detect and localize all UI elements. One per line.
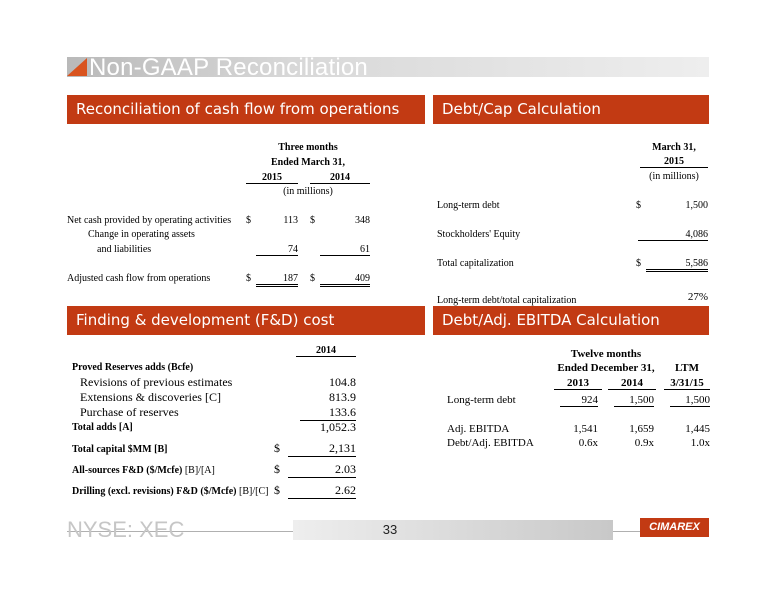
debtcap-value: 4,086	[638, 229, 708, 241]
fd-row-label: Total adds [A]	[72, 422, 133, 433]
fd-value: 104.8	[329, 375, 356, 389]
cashflow-value: 74	[256, 244, 298, 256]
ebitda-value: 0.9x	[634, 437, 654, 449]
cashflow-col-header-1: Three months	[278, 142, 338, 153]
cimarex-logo: CIMAREX	[640, 518, 709, 537]
ebitda-header-1: Twelve months	[570, 348, 642, 360]
cashflow-row-label: Change in operating assets	[88, 229, 195, 240]
ebitda-value: 1,500	[614, 394, 654, 407]
fd-year: 2014	[296, 345, 356, 357]
fd-value: 2.62	[288, 483, 356, 499]
ebitda-row-label: Long-term debt	[447, 394, 516, 406]
fd-row-label-main: All-sources F&D ($/Mcfe)	[72, 465, 183, 476]
debtcap-col-header-2: 2015	[640, 156, 708, 168]
page-number: 33	[382, 522, 398, 537]
fd-dollar: $	[274, 462, 280, 476]
cashflow-row-label: Adjusted cash flow from operations	[67, 273, 211, 284]
cashflow-value: 113	[283, 215, 298, 226]
cashflow-dollar: $	[246, 215, 251, 226]
ebitda-col-header: 2014	[608, 377, 656, 390]
fd-row-label	[72, 486, 268, 497]
fd-value: 1,052.3	[320, 420, 356, 434]
cashflow-value: 61	[320, 244, 370, 256]
ebitda-header-2: Ended December 31,	[557, 362, 655, 374]
cashflow-dollar: $	[310, 273, 315, 284]
cashflow-units: (in millions)	[283, 186, 333, 197]
debtcap-value: 5,586	[646, 258, 708, 272]
fd-row-label: Purchase of reserves	[80, 405, 179, 419]
debtcap-value: 27%	[687, 291, 708, 303]
fd-section-header: Finding & development (F&D) cost	[67, 306, 425, 335]
cashflow-year-2015: 2015	[246, 172, 298, 184]
fd-row-label-suffix: [B]/[A]	[182, 465, 215, 476]
debtcap-value: 1,500	[685, 200, 708, 211]
debtcap-dollar: $	[636, 258, 641, 269]
fd-row-label: Extensions & discoveries [C]	[80, 390, 221, 404]
ebitda-row-label: Debt/Adj. EBITDA	[447, 437, 534, 449]
page-number-bar	[293, 520, 613, 540]
fd-value: 2,131	[288, 441, 356, 457]
cashflow-section-header: Reconciliation of cash flow from operations	[67, 95, 425, 124]
cashflow-dollar: $	[310, 215, 315, 226]
fd-row-label: Revisions of previous estimates	[80, 375, 233, 389]
debtcap-row-label: Long-term debt/total capitalization	[437, 295, 577, 306]
ebitda-value: 1,500	[670, 394, 710, 407]
ebitda-value: 1.0x	[690, 437, 710, 449]
fd-row-label-main: Drilling (excl. revisions) F&D ($/Mcfe)	[72, 486, 237, 497]
ebitda-col-header: 3/31/15	[664, 377, 710, 390]
debtcap-dollar: $	[636, 200, 641, 211]
debtcap-units: (in millions)	[649, 171, 699, 182]
ticker-label: NYSE: XEC	[67, 517, 185, 542]
fd-value: 133.6	[300, 405, 356, 421]
ebitda-row-label: Adj. EBITDA	[447, 423, 510, 435]
debtcap-row-label: Stockholders' Equity	[437, 229, 521, 240]
title-accent-triangle	[67, 58, 87, 76]
ebitda-value: 924	[560, 394, 598, 407]
debtcap-col-header-1: March 31,	[652, 142, 696, 153]
fd-value: 2.03	[288, 462, 356, 478]
fd-dollar: $	[274, 441, 280, 455]
debtcap-row-label: Long-term debt	[437, 200, 500, 211]
fd-section-label: Proved Reserves adds (Bcfe)	[72, 362, 194, 373]
fd-value: 813.9	[329, 390, 356, 404]
fd-row-label-suffix: [B]/[C]	[236, 486, 269, 497]
ebitda-col-header: 2013	[554, 377, 602, 390]
cashflow-row-label: Net cash provided by operating activities	[67, 215, 232, 226]
cashflow-value: 348	[355, 215, 370, 226]
cashflow-value: 187	[256, 273, 298, 287]
ebitda-ltm-label: LTM	[674, 362, 700, 374]
fd-dollar: $	[274, 483, 280, 497]
fd-row-label: Total capital $MM [B]	[72, 444, 168, 455]
ebitda-value: 1,659	[629, 423, 654, 435]
cashflow-row-label: and liabilities	[97, 244, 152, 255]
ebitda-value: 1,541	[573, 423, 598, 435]
cashflow-col-header-2: Ended March 31,	[271, 157, 345, 168]
slide-title: Non-GAAP Reconciliation	[89, 54, 368, 81]
debtcap-section-header: Debt/Cap Calculation	[433, 95, 709, 124]
debtcap-row-label: Total capitalization	[437, 258, 514, 269]
cashflow-year-2014: 2014	[310, 172, 370, 184]
ebitda-value: 1,445	[685, 423, 710, 435]
ebitda-section-header: Debt/Adj. EBITDA Calculation	[433, 306, 709, 335]
fd-row-label	[72, 465, 215, 476]
cashflow-dollar: $	[246, 273, 251, 284]
cashflow-value: 409	[320, 273, 370, 287]
ebitda-value: 0.6x	[578, 437, 598, 449]
